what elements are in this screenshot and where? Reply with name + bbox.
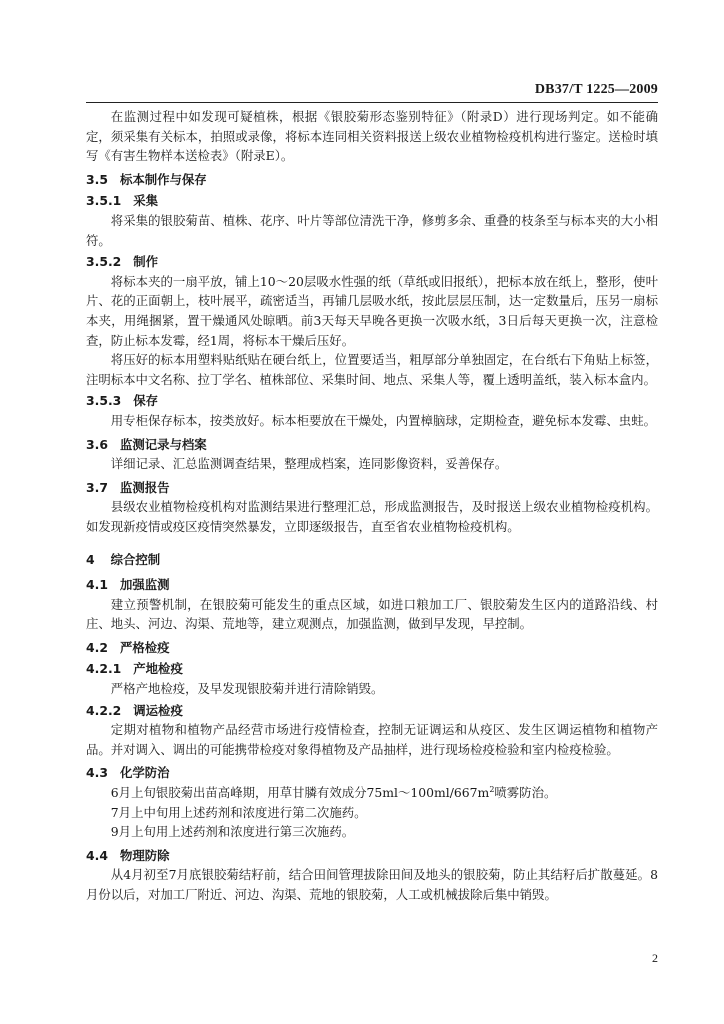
heading-text: 物理防除 [119,847,170,863]
heading-4-2-1 [86,659,658,679]
heading-number: 4.2 [86,639,108,655]
heading-4-2-2 [86,701,658,721]
dosage-text-end: 喷雾防治。 [494,785,557,800]
heading-4-1 [86,575,658,595]
page-number: 2 [652,951,658,965]
heading-3-5-3 [86,391,658,411]
heading-text: 保存 [133,393,159,409]
heading-number: 4.2.1 [86,661,122,677]
heading-number: 4.4 [86,847,108,863]
heading-text: 监测报告 [119,479,170,495]
heading-4-4 [86,846,658,866]
paragraph-3-5-2-a: 将标本夹的一扇平放，铺上10～20层吸水性强的纸（草纸或旧报纸），把标本放在纸上，整形，使叶片、花的正面朝上，枝叶展平，疏密适当，再铺几层吸水纸，按此层层压制，达一定数量后，压另一扇标本夹，用绳捆紧，置干燥通风处晾晒。前3天每天早晚各更换一次吸水纸，3日后每天更换一次，注意检查，防止标本发霉，经1周，将标本干燥后压好。 [86,273,658,348]
heading-3-7 [86,478,658,498]
heading-number: 4 [86,552,95,568]
document-body [86,107,658,905]
heading-text: 化学防治 [119,765,170,781]
heading-3-6 [86,435,658,455]
paragraph-4-4: 从4月初至7月底银胶菊结籽前，结合田间管理拔除田间及地头的银胶菊，防止其结籽后扩散蔓延。8月份以后，对加工厂附近、河边、沟渠、荒地的银胶菊，人工或机械拔除后集中销毁。 [86,867,658,902]
heading-text: 综合控制 [110,552,161,568]
heading-text: 严格检疫 [119,639,170,655]
heading-4-2 [86,638,658,658]
heading-number: 3.5.1 [86,193,122,209]
paragraph-4-3-b: 7月上中旬用上述药剂和浓度进行第二次施药。 [110,804,367,820]
paragraph-3-5-2-b: 将压好的标本用塑料贴纸贴在硬台纸上，位置要适当，粗厚部分单独固定，在台纸右下角贴上标签，注明标本中文名称、拉丁学名、植株部位、采集时间、地点、采集人等，覆上透明盖纸，装入标本盒内。 [86,352,658,387]
paragraph-3-4-cont: 在监测过程中如发现可疑植株，根据《银胶菊形态鉴别特征》（附录D）进行现场判定。如不能确定，须采集有关标本，拍照或录像，将标本连同相关资料报送上级农业植物检疫机构进行鉴定。送检时填写《有害生物样本送检表》（附录E）。 [86,109,658,164]
paragraph-4-1: 建立预警机制，在银胶菊可能发生的重点区域，如进口粮加工厂、银胶菊发生区内的道路沿线、村庄、地头、河边、沟渠、荒地等，建立观测点，加强监测，做到早发现，早控制。 [86,596,658,632]
paragraph-4-2-1: 严格产地检疫，及早发现银胶菊并进行清除销毁。 [110,681,384,697]
heading-number: 3.5.2 [86,254,122,270]
paragraph-3-5-1: 将采集的银胶菊苗、植株、花序、叶片等部位清洗干净，修剪多余、重叠的枝条至与标本夹的大小相符。 [86,212,658,248]
paragraph-4-3-a [86,783,658,803]
header-rule [86,102,658,103]
heading-text: 采集 [133,193,159,209]
heading-number: 3.6 [86,436,108,452]
heading-number: 4.1 [86,577,108,593]
paragraph-3-7: 县级农业植物检疫机构对监测结果进行整理汇总，形成监测报告，及时报送上级农业植物检疫机构。如发现新疫情或疫区疫情突然暴发，立即逐级报告，直至省农业植物检疫机构。 [86,499,658,534]
superscript-2: 2 [489,784,495,794]
heading-number: 4.3 [86,765,108,781]
heading-number: 3.7 [86,479,108,495]
heading-text: 产地检疫 [133,661,183,677]
paragraph-4-3-c: 9月上旬用上述药剂和浓度进行第三次施药。 [110,824,355,840]
heading-3-5 [86,170,658,190]
heading-4-3 [86,763,658,783]
heading-text: 调运检疫 [133,702,183,718]
heading-text: 加强监测 [119,577,170,593]
paragraph-3-6: 详细记录、汇总监测调查结果，整理成档案，连同影像资料，妥善保存。 [110,456,508,472]
heading-4 [86,550,658,570]
heading-number: 3.5 [86,171,108,187]
heading-text: 监测记录与档案 [119,436,207,452]
dosage-text: 6月上旬银胶菊出苗高峰期，用草甘膦有效成分75ml～100ml/667m [110,785,490,800]
paragraph-4-2-2: 定期对植物和植物产品经营市场进行疫情检查，控制无证调运和从疫区、发生区调运植物和植物产品。并对调入、调出的可能携带检疫对象得植物及产品抽样，进行现场检疫检验和室内检疫检验。 [86,722,658,757]
heading-number: 3.5.3 [86,393,122,409]
heading-text: 制作 [133,254,159,270]
standard-code: DB37/T 1225—2009 [534,82,658,97]
heading-number: 4.2.2 [86,702,122,718]
heading-3-5-2 [86,252,658,272]
heading-text: 标本制作与保存 [119,171,207,187]
heading-3-5-1 [86,191,658,211]
paragraph-3-5-3: 用专柜保存标本，按类放好。标本柜要放在干燥处，内置樟脑球，定期检查，避免标本发霉、虫蛀。 [110,412,656,428]
